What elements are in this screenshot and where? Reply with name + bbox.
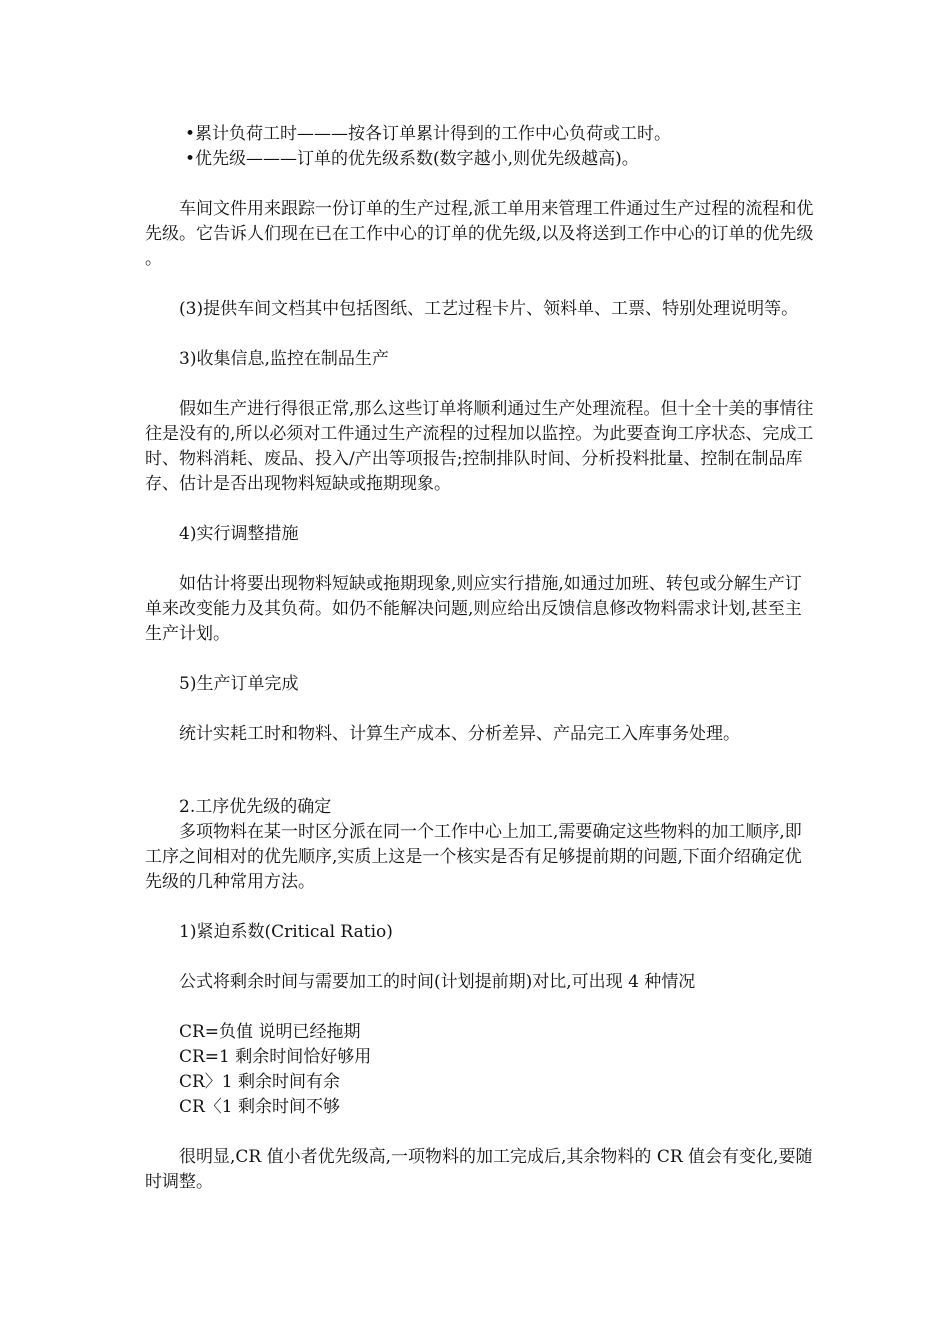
bullet-cumulative-load: •累计负荷工时———按各订单累计得到的工作中心负荷或工时。 [185, 124, 672, 144]
cr-case-less-one: CR〈1 剩余时间不够 [179, 1097, 341, 1117]
paragraph-section2: 多项物料在某一时区分派在同一个工作中心上加工,需要确定这些物料的加工顺序,即工序之间相对的优先顺序,实质上这是一个核实是否有足够提前期的问题,下面介绍确定优先级的几种常用方法。 [145, 822, 802, 892]
paragraph-provide-docs: (3)提供车间文档其中包括图纸、工艺过程卡片、领料单、工票、特别处理说明等。 [179, 299, 799, 319]
heading-step3: 3)收集信息,监控在制品生产 [179, 349, 389, 369]
heading-section2: 2.工序优先级的确定 [179, 797, 332, 817]
cr-case-equal-one: CR=1 剩余时间恰好够用 [179, 1047, 372, 1067]
paragraph-cr-formula: 公式将剩余时间与需要加工的时间(计划提前期)对比,可出现 4 种情况 [179, 972, 696, 992]
paragraph-step4: 如估计将要出现物料短缺或拖期现象,则应实行措施,如通过加班、转包或分解生产订单来改变能力及其负荷。如仍不能解决问题,则应给出反馈信息修改物料需求计划,甚至主生产计划。 [145, 574, 802, 644]
paragraph-cr-conclusion: 很明显,CR 值小者优先级高,一项物料的加工完成后,其余物料的 CR 值会有变化,要随时调整。 [145, 1147, 813, 1192]
cr-case-negative: CR=负值 说明已经拖期 [179, 1022, 361, 1042]
cr-case-list [145, 1020, 815, 1120]
heading-step4: 4)实行调整措施 [179, 524, 299, 544]
cr-case-greater-one: CR〉1 剩余时间有余 [179, 1072, 341, 1092]
bullet-priority: •优先级———订单的优先级系数(数字越小,则优先级越高)。 [185, 149, 639, 169]
heading-critical-ratio: 1)紧迫系数(Critical Ratio) [179, 922, 393, 942]
heading-step5: 5)生产订单完成 [179, 674, 299, 694]
document-page [145, 122, 819, 1195]
paragraph-step3: 假如生产进行得很正常,那么这些订单将顺利通过生产处理流程。但十全十美的事情往往是没有的,所以必须对工件通过生产流程的过程加以监控。为此要查询工序状态、完成工时、物料消耗、废品、投入/产出等项报告;控制排队时间、分析投料批量、控制在制品库 存、估计是否出现物料短缺或拖期现象。 [145, 399, 814, 494]
paragraph-shop-docs: 车间文件用来跟踪一份订单的生产过程,派工单用来管理工件通过生产过程的流程和优先级。它告诉人们现在已在工作中心的订单的优先级,以及将送到工作中心的订单的优先级 。 [145, 199, 819, 269]
paragraph-step5: 统计实耗工时和物料、计算生产成本、分析差异、产品完工入库事务处理。 [179, 724, 740, 744]
